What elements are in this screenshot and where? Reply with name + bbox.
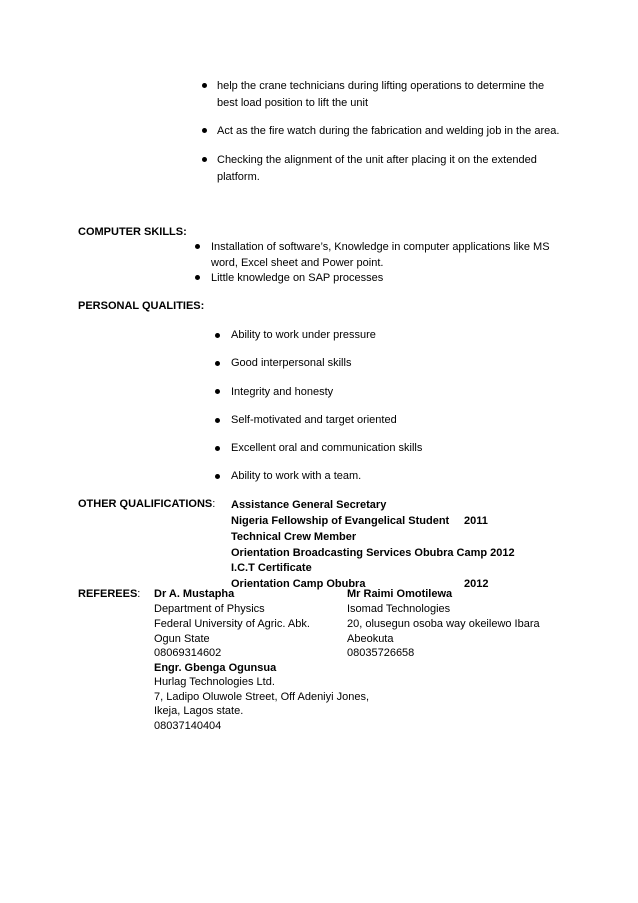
bullet-icon [195, 244, 200, 249]
computer-skill-1-line2: word, Excel sheet and Power point. [211, 257, 384, 269]
referee-2-line: Abeokuta [347, 633, 394, 645]
referee-3-name: Engr. Gbenga Ogunsua [154, 662, 277, 674]
qualification-year: 2012 [464, 578, 489, 590]
bullet-icon [215, 333, 220, 338]
referee-1-line: Federal University of Agric. Abk. [154, 618, 310, 630]
quality-item: Integrity and honesty [231, 386, 334, 398]
other-qualifications-heading: OTHER QUALIFICATIONS [78, 498, 213, 510]
referee-1-line: Department of Physics [154, 603, 265, 615]
qualification-line: Orientation Camp Obubra [231, 578, 366, 590]
quality-item: Ability to work under pressure [231, 329, 376, 341]
top-bullet-3-line1: Checking the alignment of the unit after placing it on the extended [217, 154, 537, 166]
referee-3-line: 7, Ladipo Oluwole Street, Off Adeniyi Jones, [154, 691, 370, 703]
computer-skill-1-line1: Installation of software’s, Knowledge in computer applications like MS [211, 241, 550, 253]
referee-3-line: 08037140404 [154, 720, 222, 732]
top-bullet-1-line2: best load position to lift the unit [217, 97, 369, 109]
qualification-line: I.C.T Certificate [231, 562, 312, 574]
top-bullet-1-line1: help the crane technicians during lifting operations to determine the [217, 80, 545, 92]
referees-heading: REFEREES [78, 588, 138, 600]
referee-2-line: 08035726658 [347, 647, 415, 659]
referee-1-name: Dr A. Mustapha [154, 588, 235, 600]
referee-1-line: 08069314602 [154, 647, 222, 659]
qualification-line: Nigeria Fellowship of Evangelical Student [231, 515, 450, 527]
bullet-icon [202, 83, 207, 88]
bullet-icon [215, 361, 220, 366]
bullet-icon [215, 389, 220, 394]
referees-colon: : [137, 588, 141, 600]
computer-skill-2: Little knowledge on SAP processes [211, 272, 384, 284]
referee-3-line: Ikeja, Lagos state. [154, 705, 244, 717]
bullet-icon [202, 128, 207, 133]
quality-item: Excellent oral and communication skills [231, 442, 423, 454]
referees-label [78, 586, 140, 602]
computer-skills-heading: COMPUTER SKILLS: [78, 226, 187, 238]
qualification-line: Assistance General Secretary [231, 499, 387, 511]
referee-2-name: Mr Raimi Omotilewa [347, 588, 453, 600]
referee-3-line: Hurlag Technologies Ltd. [154, 676, 275, 688]
quality-item: Self-motivated and target oriented [231, 414, 397, 426]
referee-1-line: Ogun State [154, 633, 210, 645]
personal-qualities-heading: PERSONAL QUALITIES: [78, 300, 205, 312]
bullet-icon [195, 275, 200, 280]
other-qualifications-label [78, 496, 215, 512]
quality-item: Ability to work with a team. [231, 470, 362, 482]
bullet-icon [215, 474, 220, 479]
qualification-year: 2011 [464, 515, 488, 527]
bullet-icon [202, 157, 207, 162]
bullet-icon [215, 446, 220, 451]
other-qualifications-colon: : [212, 498, 216, 510]
referee-2-line: 20, olusegun osoba way okeilewo Ibara [347, 618, 540, 630]
top-bullet-2-line1: Act as the fire watch during the fabrication and welding job in the area. [217, 125, 560, 137]
bullet-icon [215, 418, 220, 423]
top-bullet-3-line2: platform. [217, 171, 260, 183]
qualification-line: Technical Crew Member [231, 531, 357, 543]
referee-2-line: Isomad Technologies [347, 603, 451, 615]
quality-item: Good interpersonal skills [231, 357, 352, 369]
qualification-line: Orientation Broadcasting Services Obubra Camp 2012 [231, 547, 515, 559]
